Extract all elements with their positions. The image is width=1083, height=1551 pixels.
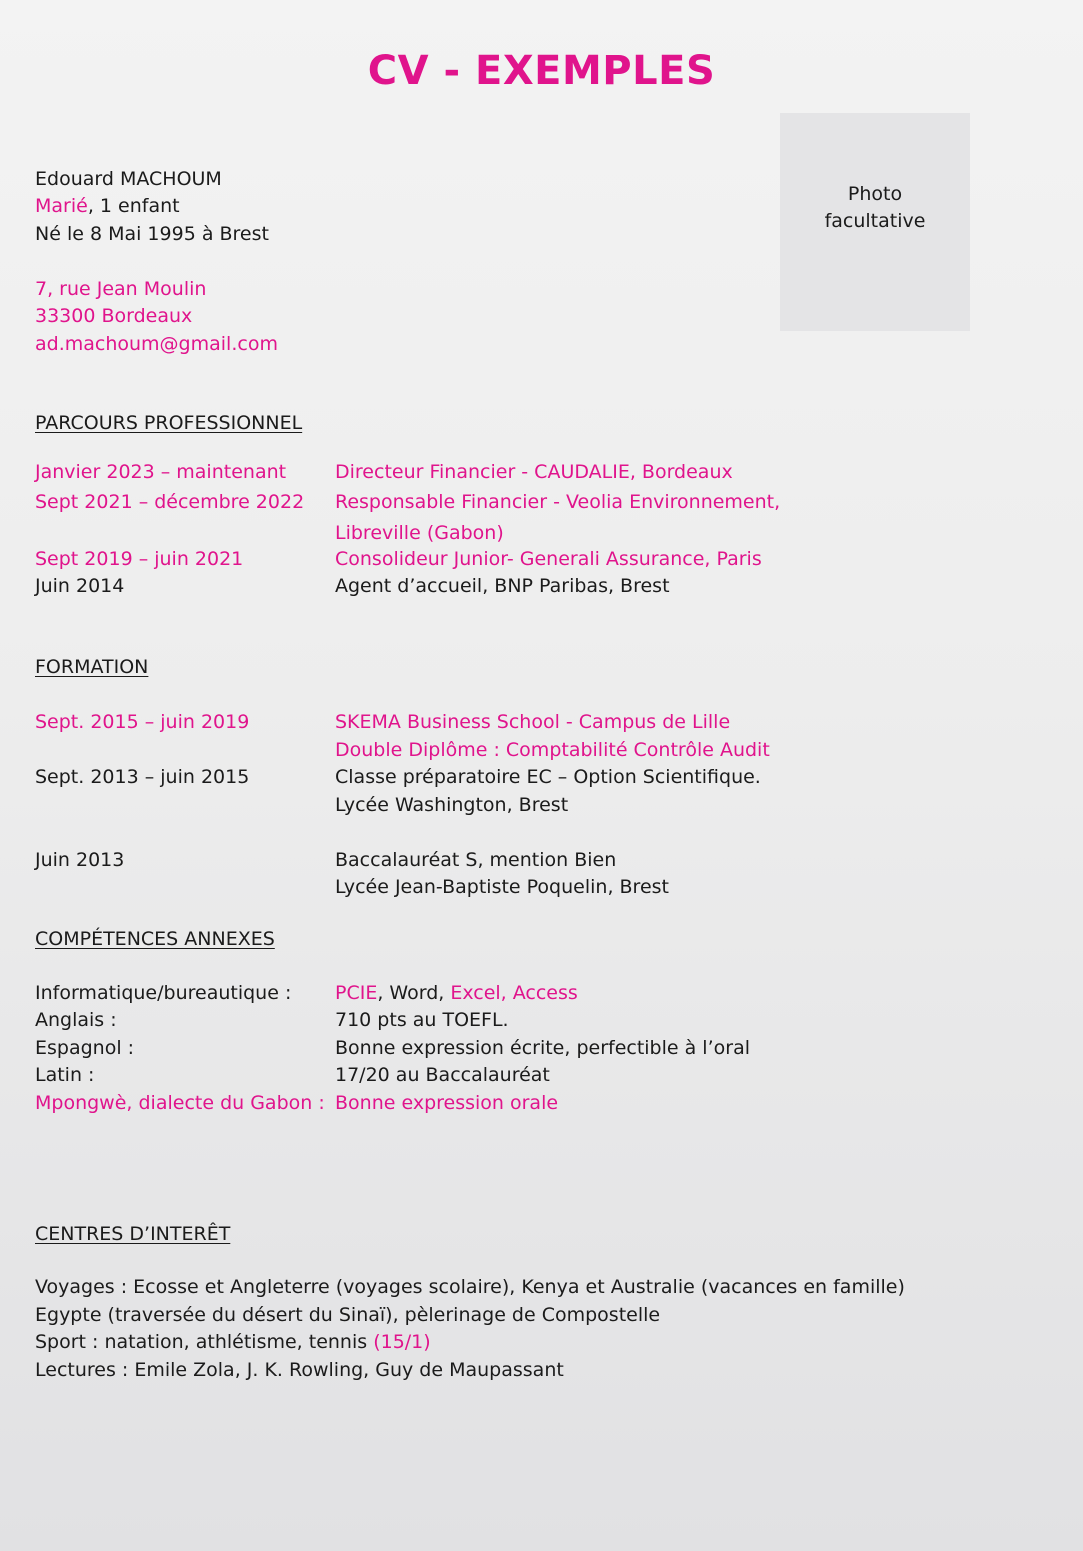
formation-desc-cont: Lycée Jean-Baptiste Poquelin, Brest bbox=[335, 876, 669, 898]
competence-label: Anglais : bbox=[35, 1009, 117, 1031]
interet-sport-text: Sport : natation, athlétisme, tennis bbox=[35, 1331, 374, 1353]
formation-desc: Baccalauréat S, mention Bien bbox=[335, 849, 617, 871]
photo-placeholder bbox=[780, 113, 970, 331]
photo-label-line2: facultative bbox=[824, 210, 926, 232]
formation-date: Sept. 2015 – juin 2019 bbox=[35, 711, 250, 733]
birth-info: Né le 8 Mai 1995 à Brest bbox=[35, 223, 269, 245]
marital-status: Marié bbox=[35, 195, 88, 217]
tennis-ranking: (15/1) bbox=[373, 1331, 431, 1353]
competence-value: 710 pts au TOEFL. bbox=[335, 1009, 509, 1031]
formation-desc-cont: Lycée Washington, Brest bbox=[335, 794, 569, 816]
family-status bbox=[35, 193, 180, 220]
competence-value: 17/20 au Baccalauréat bbox=[335, 1064, 550, 1086]
formation-desc-cont: Double Diplôme : Comptabilité Contrôle Audit bbox=[335, 739, 770, 761]
photo-label-line1: Photo bbox=[847, 183, 903, 205]
full-name: Edouard MACHOUM bbox=[35, 168, 222, 190]
interet-voyages: Voyages : Ecosse et Angleterre (voyages scolaire), Kenya et Australie (vacances en famille) bbox=[35, 1276, 905, 1298]
formation-date: Juin 2013 bbox=[35, 849, 125, 871]
competence-label: Espagnol : bbox=[35, 1037, 135, 1059]
competence-value: Bonne expression écrite, perfectible à l’oral bbox=[335, 1037, 750, 1059]
address-street: 7, rue Jean Moulin bbox=[35, 278, 207, 300]
formation-desc: Classe préparatoire EC – Option Scientifique. bbox=[335, 766, 761, 788]
parcours-desc-cont: Libreville (Gabon) bbox=[335, 522, 504, 544]
competence-value: Bonne expression orale bbox=[335, 1092, 559, 1114]
competence-label: Mpongwè, dialecte du Gabon : bbox=[35, 1092, 325, 1114]
section-heading-formation: FORMATION bbox=[35, 656, 149, 678]
section-heading-competences: COMPÉTENCES ANNEXES bbox=[35, 928, 275, 950]
formation-desc: SKEMA Business School - Campus de Lille bbox=[335, 711, 731, 733]
parcours-date: Janvier 2023 – maintenant bbox=[35, 461, 287, 483]
interet-voyages-cont: Egypte (traversée du désert du Sinaï), pèlerinage de Compostelle bbox=[35, 1304, 661, 1326]
page-title: CV - EXEMPLES bbox=[367, 48, 716, 94]
address-city: 33300 Bordeaux bbox=[35, 305, 193, 327]
competence-label: Informatique/bureautique : bbox=[35, 982, 292, 1004]
interet-lectures: Lectures : Emile Zola, J. K. Rowling, Guy de Maupassant bbox=[35, 1359, 564, 1381]
email-address: ad.machoum@gmail.com bbox=[35, 333, 278, 355]
competence-value-pcie: PCIE bbox=[335, 982, 378, 1004]
parcours-desc: Directeur Financier - CAUDALIE, Bordeaux bbox=[335, 461, 733, 483]
competence-label: Latin : bbox=[35, 1064, 95, 1086]
parcours-date: Juin 2014 bbox=[35, 575, 125, 597]
interet-sport bbox=[35, 1329, 431, 1356]
parcours-date: Sept 2019 – juin 2021 bbox=[35, 548, 244, 570]
parcours-desc: Agent d’accueil, BNP Paribas, Brest bbox=[335, 575, 670, 597]
formation-date: Sept. 2013 – juin 2015 bbox=[35, 766, 250, 788]
competence-value-word: , Word, bbox=[377, 982, 451, 1004]
parcours-desc: Consolideur Junior- Generali Assurance, Paris bbox=[335, 548, 762, 570]
competence-value-excel: Excel, Access bbox=[450, 982, 578, 1004]
competence-value bbox=[335, 980, 578, 1007]
section-heading-parcours: PARCOURS PROFESSIONNEL bbox=[35, 412, 303, 434]
section-heading-interets: CENTRES D’INTERÊT bbox=[35, 1223, 231, 1245]
children-count: , 1 enfant bbox=[87, 195, 180, 217]
parcours-date: Sept 2021 – décembre 2022 bbox=[35, 491, 305, 513]
parcours-desc: Responsable Financier - Veolia Environnement, bbox=[335, 491, 781, 513]
